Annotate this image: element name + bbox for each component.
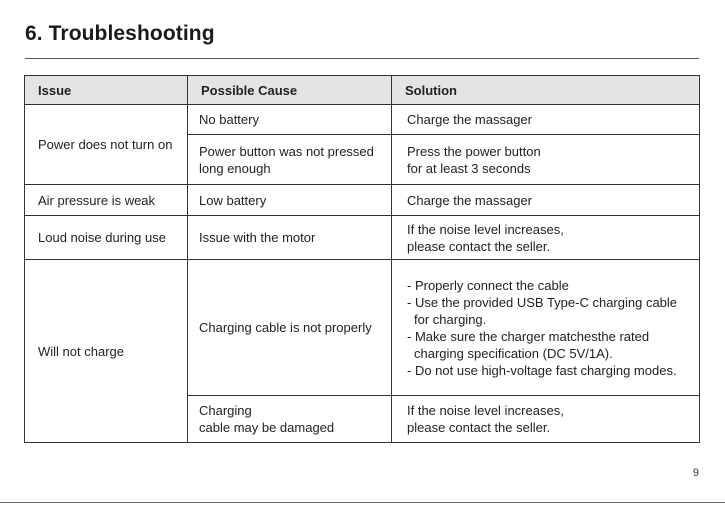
table-row	[25, 216, 700, 260]
issue-cell: Power does not turn on	[25, 105, 188, 185]
cause-cell: Issue with the motor	[188, 216, 392, 260]
solution-cell: If the noise level increases, please contact the seller.	[392, 216, 700, 260]
solution-list-item: - Properly connect the cable	[407, 277, 689, 294]
issue-cell: Will not charge	[25, 260, 188, 443]
header-issue: Issue	[25, 76, 188, 105]
table-row	[25, 185, 700, 216]
title-divider	[25, 58, 699, 59]
solution-list-item: - Use the provided USB Type-C charging cable for charging.	[407, 294, 689, 328]
cause-cell: Power button was not pressed long enough	[188, 135, 392, 185]
solution-list-item: - Do not use high-voltage fast charging modes.	[407, 362, 689, 379]
issue-cell: Loud noise during use	[25, 216, 188, 260]
table-row	[25, 260, 700, 396]
solution-cell: Press the power button for at least 3 seconds	[392, 135, 700, 185]
table-row	[25, 105, 700, 135]
troubleshooting-table	[24, 75, 700, 443]
cause-cell: Charging cable is not properly	[188, 260, 392, 396]
cause-cell: Charging cable may be damaged	[188, 396, 392, 443]
table-header-row	[25, 76, 700, 105]
page-title: 6. Troubleshooting	[25, 22, 215, 45]
issue-cell: Air pressure is weak	[25, 185, 188, 216]
bottom-divider	[0, 502, 725, 503]
solution-cell: Charge the massager	[392, 185, 700, 216]
cause-cell: Low battery	[188, 185, 392, 216]
solution-cell: Charge the massager	[392, 105, 700, 135]
solution-cell	[392, 260, 700, 396]
header-possible-cause: Possible Cause	[188, 76, 392, 105]
solution-list	[407, 277, 689, 379]
solution-cell: If the noise level increases, please contact the seller.	[392, 396, 700, 443]
page-number: 9	[692, 467, 699, 479]
header-solution: Solution	[392, 76, 700, 105]
cause-cell: No battery	[188, 105, 392, 135]
solution-list-item: - Make sure the charger matchesthe rated charging specification (DC 5V/1A).	[407, 328, 689, 362]
